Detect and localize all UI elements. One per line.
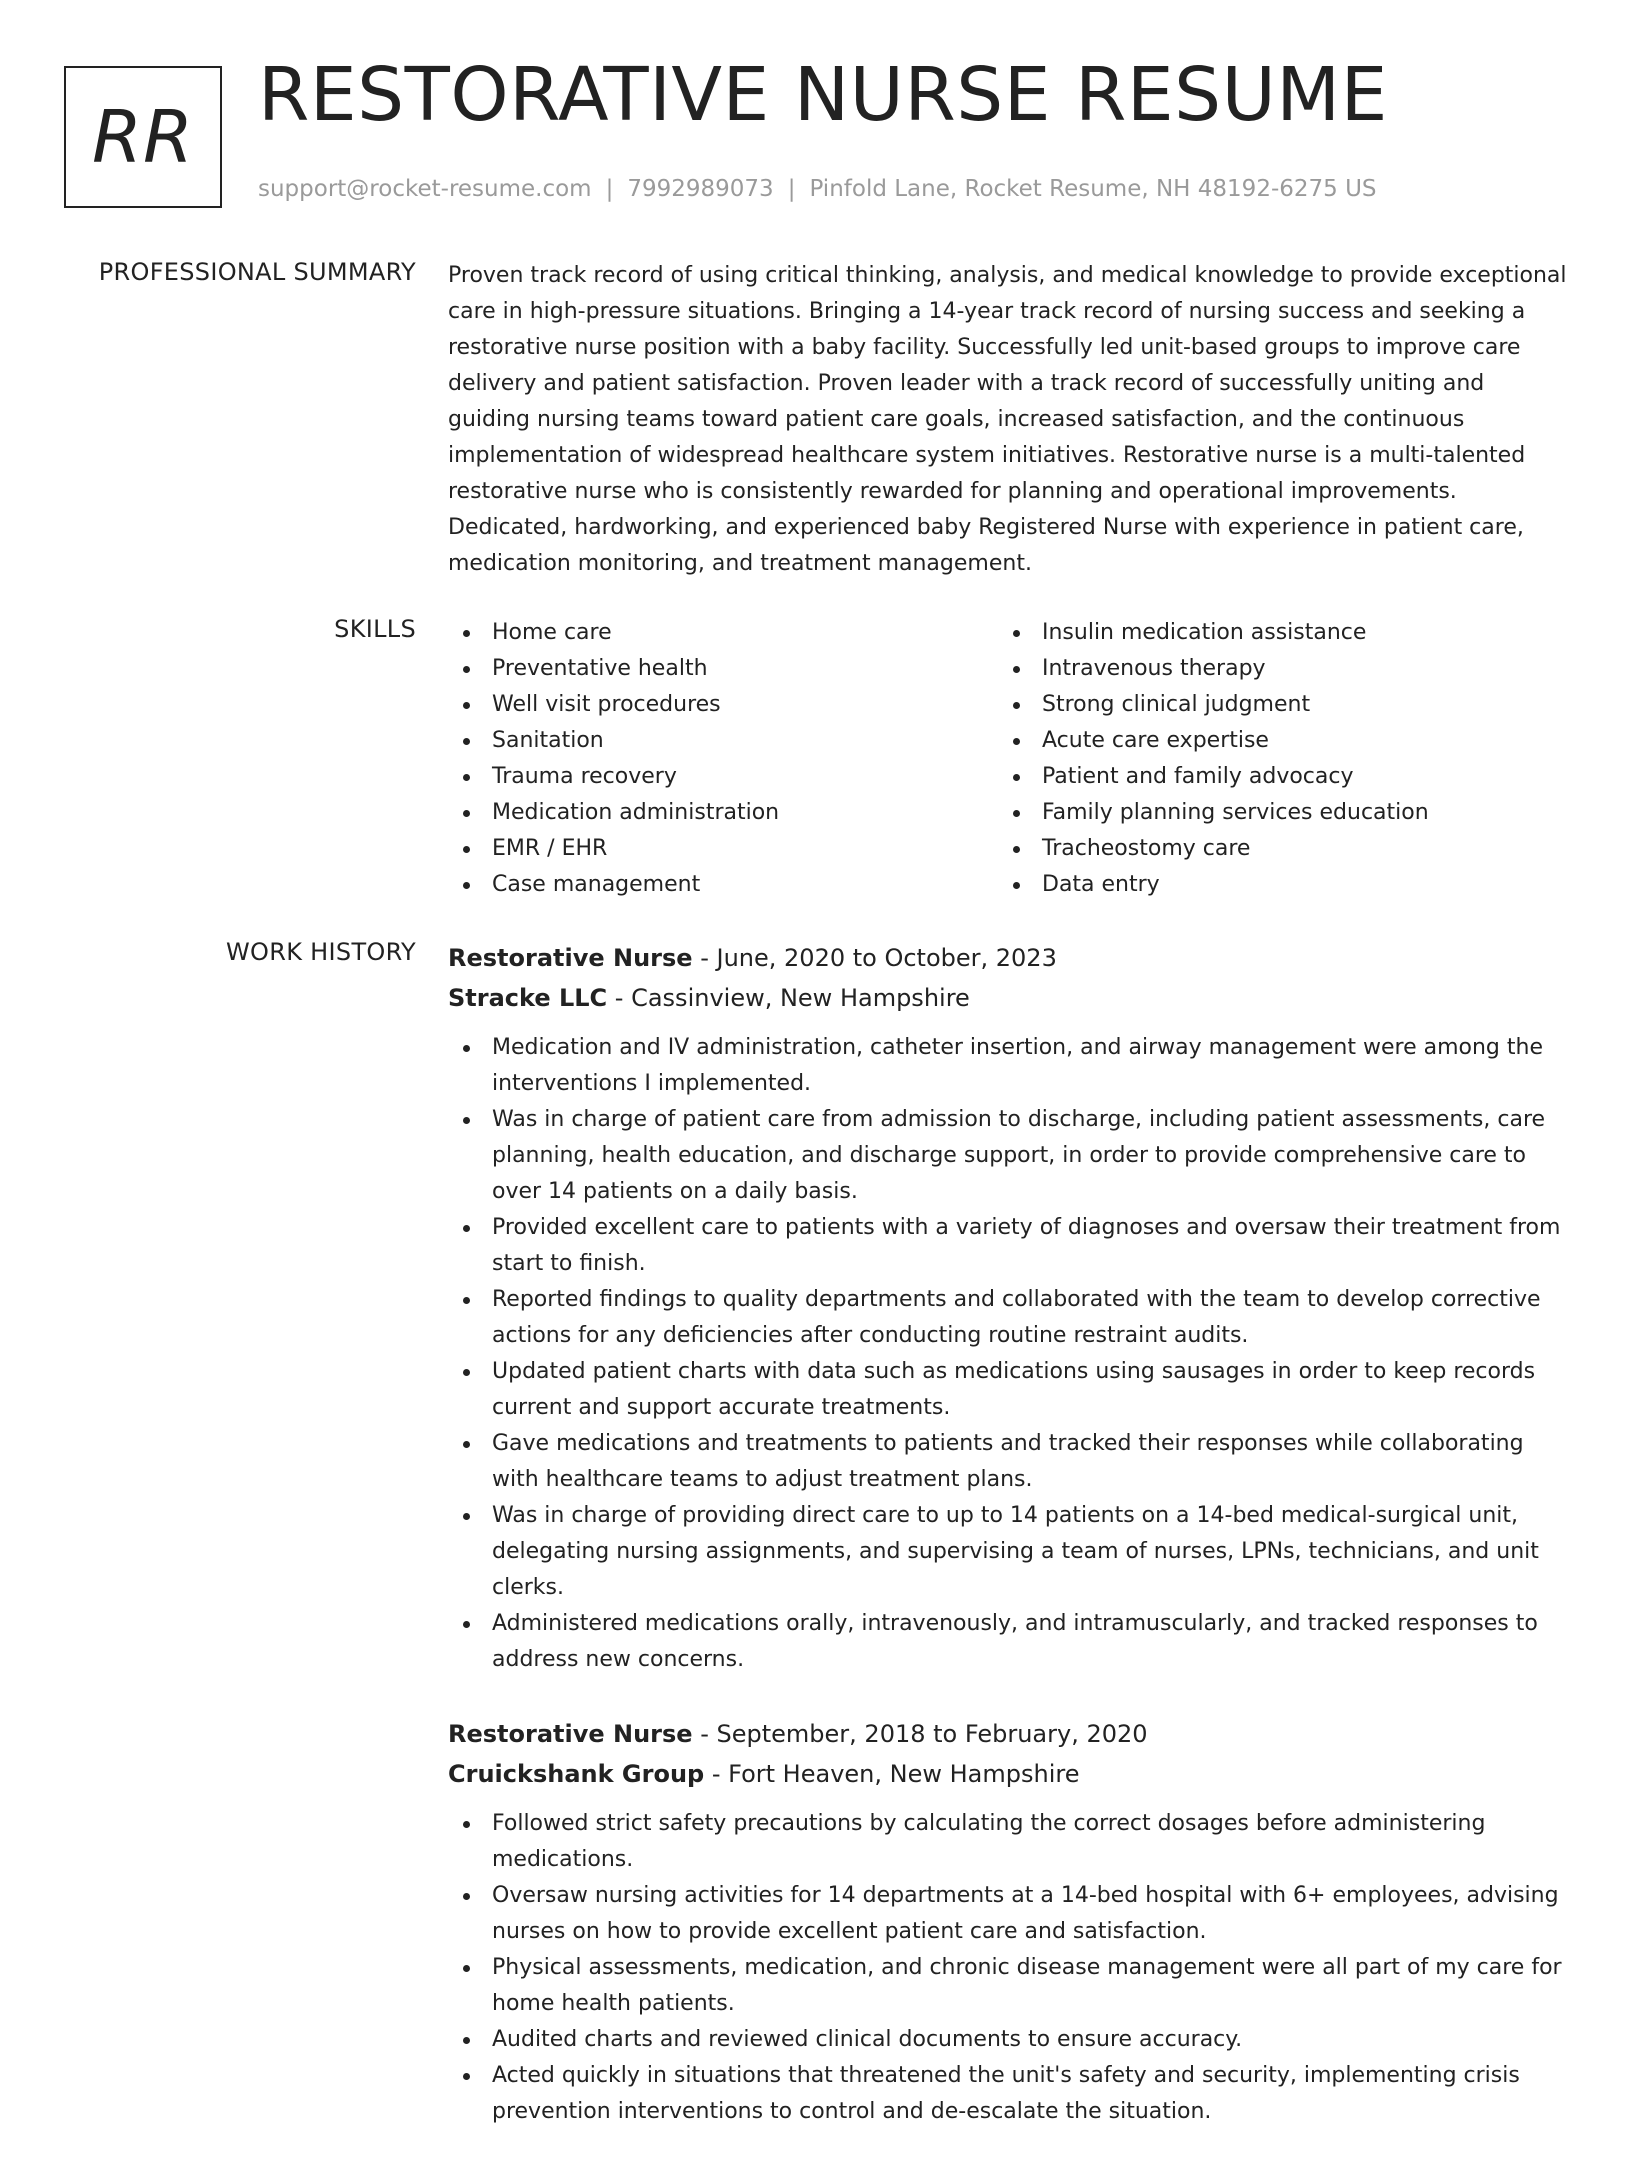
contact-email[interactable]: support@rocket-resume.com	[258, 176, 592, 202]
skill-item: Preventative health	[448, 651, 998, 687]
job-title-line	[448, 1714, 1568, 1754]
skill-item: Sanitation	[448, 723, 998, 759]
job-company-line	[448, 978, 1568, 1018]
job-location: - Cassinview, New Hampshire	[607, 984, 970, 1012]
skill-item: Well visit procedures	[448, 687, 998, 723]
job-bullet: Medication and IV administration, catheter insertion, and airway management were among the interventions I implemented.	[448, 1030, 1568, 1102]
skill-item: Trauma recovery	[448, 759, 998, 795]
job-bullet: Was in charge of providing direct care to up to 14 patients on a 14-bed medical-surgical unit, delegating nursing assignments, and supervising a team of nurses, LPNs, technicians, and unit clerks.	[448, 1498, 1568, 1606]
job-company: Stracke LLC	[448, 984, 608, 1012]
job-entry	[448, 938, 1568, 1678]
job-bullet: Updated patient charts with data such as medications using sausages in order to keep records current and support accurate treatments.	[448, 1354, 1568, 1426]
monogram-logo: RR	[64, 66, 222, 208]
job-entry	[448, 1714, 1568, 2130]
contact-separator: |	[787, 176, 796, 202]
skills-grid	[448, 615, 1568, 903]
section-label-skills: SKILLS	[334, 615, 416, 643]
summary-body	[448, 258, 1568, 582]
job-bullet: Acted quickly in situations that threatened the unit's safety and security, implementing crisis prevention interventions to control and de-escalate the situation.	[448, 2058, 1568, 2130]
skill-item: Medication administration	[448, 795, 998, 831]
skill-item: Acute care expertise	[998, 723, 1548, 759]
skills-list-right	[998, 615, 1548, 903]
job-role: Restorative Nurse	[448, 1720, 693, 1748]
job-bullet: Audited charts and reviewed clinical documents to ensure accuracy.	[448, 2022, 1568, 2058]
job-bullet: Administered medications orally, intravenously, and intramuscularly, and tracked responses to address new concerns.	[448, 1606, 1568, 1678]
job-bullet: Was in charge of patient care from admission to discharge, including patient assessments, care planning, health education, and discharge support, in order to provide comprehensive care to over 14 patients on a daily basis.	[448, 1102, 1568, 1210]
skill-item: Family planning services education	[998, 795, 1548, 831]
skills-list-left	[448, 615, 998, 903]
job-title-line	[448, 938, 1568, 978]
skill-item: Home care	[448, 615, 998, 651]
job-company-line	[448, 1754, 1568, 1794]
skill-item: Data entry	[998, 867, 1548, 903]
skill-item: Strong clinical judgment	[998, 687, 1548, 723]
job-dates: - June, 2020 to October, 2023	[692, 944, 1057, 972]
section-label-work: WORK HISTORY	[226, 938, 416, 966]
skill-item: Tracheostomy care	[998, 831, 1548, 867]
job-bullet: Oversaw nursing activities for 14 departments at a 14-bed hospital with 6+ employees, advising nurses on how to provide excellent patient care and satisfaction.	[448, 1878, 1568, 1950]
contact-line	[258, 176, 1377, 202]
resume-title: RESTORATIVE NURSE RESUME	[258, 52, 1388, 138]
skill-item: Case management	[448, 867, 998, 903]
job-bullet: Gave medications and treatments to patients and tracked their responses while collaborating with healthcare teams to adjust treatment plans.	[448, 1426, 1568, 1498]
job-location: - Fort Heaven, New Hampshire	[704, 1760, 1080, 1788]
contact-phone[interactable]: 7992989073	[627, 176, 774, 202]
job-company: Cruickshank Group	[448, 1760, 705, 1788]
job-dates: - September, 2018 to February, 2020	[692, 1720, 1148, 1748]
job-bullet: Provided excellent care to patients with a variety of diagnoses and oversaw their treatment from start to finish.	[448, 1210, 1568, 1282]
job-bullets	[448, 1030, 1568, 1678]
job-bullets	[448, 1806, 1568, 2130]
job-bullet: Reported findings to quality departments and collaborated with the team to develop corrective actions for any deficiencies after conducting routine restraint audits.	[448, 1282, 1568, 1354]
job-bullet: Physical assessments, medication, and chronic disease management were all part of my care for home health patients.	[448, 1950, 1568, 2022]
skill-item: Intravenous therapy	[998, 651, 1548, 687]
job-role: Restorative Nurse	[448, 944, 693, 972]
section-label-summary: PROFESSIONAL SUMMARY	[98, 258, 416, 286]
work-body	[448, 938, 1568, 2166]
contact-address: Pinfold Lane, Rocket Resume, NH 48192-6275 US	[809, 176, 1377, 202]
job-bullet: Followed strict safety precautions by calculating the correct dosages before administering medications.	[448, 1806, 1568, 1878]
contact-separator: |	[605, 176, 614, 202]
skill-item: Insulin medication assistance	[998, 615, 1548, 651]
skill-item: EMR / EHR	[448, 831, 998, 867]
skill-item: Patient and family advocacy	[998, 759, 1548, 795]
skills-body	[448, 615, 1568, 903]
summary-text: Proven track record of using critical thinking, analysis, and medical knowledge to provide exceptional care in high-pressure situations. Bringing a 14-year track record of nursing success and seeking a restorative nurse position with a baby facility. Successfully led unit-based groups to improve care delivery and patient satisfaction. Proven leader with a track record of successfully uniting and guiding nursing teams toward patient care goals, increased satisfaction, and the continuous implementation of widespread healthcare system initiatives. Restorative nurse is a multi-talented restorative nurse who is consistently rewarded for planning and operational improvements. Dedicated, hardworking, and experienced baby Registered Nurse with experience in patient care, medication monitoring, and treatment management.	[448, 263, 1567, 576]
